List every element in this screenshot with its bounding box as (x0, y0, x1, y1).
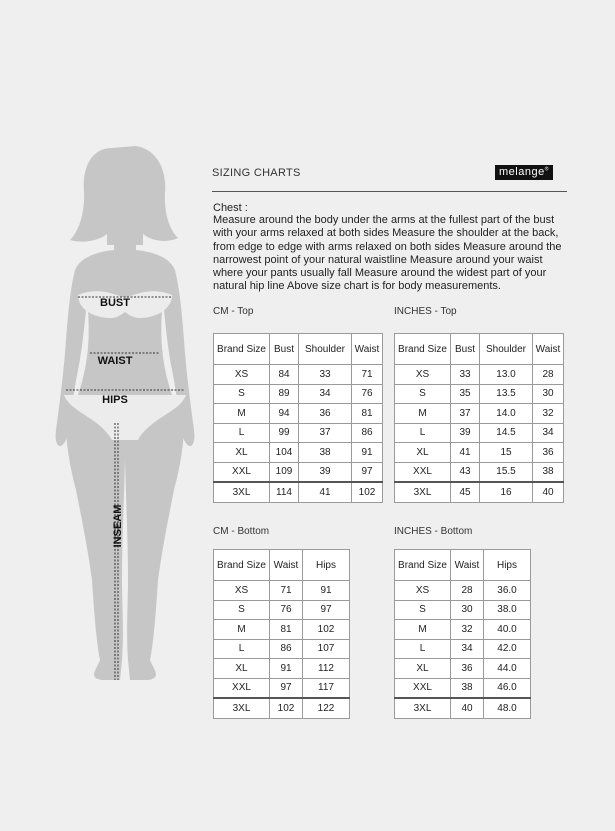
table-cell: 114 (270, 482, 299, 502)
table-cell: XS (395, 581, 451, 601)
table-cell: 71 (352, 365, 383, 385)
table-row (395, 698, 531, 718)
column-header: Hips (303, 550, 350, 581)
header-divider (212, 191, 567, 192)
table-cell: XXL (395, 462, 451, 482)
table-cell: 81 (270, 620, 303, 640)
table-cell: 33 (451, 365, 480, 385)
table-cell: 37 (299, 423, 352, 443)
table-cell: 109 (270, 462, 299, 482)
cm-bottom-table (213, 549, 350, 719)
table-cell: XL (214, 659, 270, 679)
table-cell: XS (214, 581, 270, 601)
table-header-row (395, 550, 531, 581)
table-cell: 28 (451, 581, 484, 601)
table-cell: 32 (451, 620, 484, 640)
table-cell: XL (395, 659, 451, 679)
cm-top-title: CM - Top (213, 306, 254, 317)
column-header: Brand Size (395, 334, 451, 365)
table-row (395, 600, 531, 620)
column-header: Bust (270, 334, 299, 365)
table-row (395, 639, 531, 659)
table-cell: S (214, 600, 270, 620)
table-row (214, 365, 383, 385)
table-cell: S (214, 384, 270, 404)
table-cell: XXL (214, 678, 270, 698)
table-cell: L (395, 639, 451, 659)
table-cell: 39 (451, 423, 480, 443)
column-header: Hips (484, 550, 531, 581)
table-cell: 14.5 (480, 423, 533, 443)
table-row (214, 462, 383, 482)
table-cell: 36 (299, 404, 352, 424)
table-cell: 102 (303, 620, 350, 640)
table-cell: 32 (533, 404, 564, 424)
table-cell: XXL (214, 462, 270, 482)
table-cell: 13.0 (480, 365, 533, 385)
table-cell: 36.0 (484, 581, 531, 601)
table-cell: 117 (303, 678, 350, 698)
in-bottom-title: INCHES - Bottom (394, 526, 473, 537)
column-header: Brand Size (214, 334, 270, 365)
table-cell: M (214, 620, 270, 640)
table-cell: 34 (451, 639, 484, 659)
column-header: Shoulder (480, 334, 533, 365)
column-header: Waist (451, 550, 484, 581)
table-cell: 38 (299, 443, 352, 463)
table-cell: 39 (299, 462, 352, 482)
table-cell: 30 (533, 384, 564, 404)
table-row (395, 462, 564, 482)
table-cell: 76 (352, 384, 383, 404)
table-cell: 3XL (395, 482, 451, 502)
table-row (395, 620, 531, 640)
table-cell: 15.5 (480, 462, 533, 482)
table-cell: 38 (533, 462, 564, 482)
table-cell: 34 (533, 423, 564, 443)
table-row (214, 581, 350, 601)
table-cell: 3XL (214, 482, 270, 502)
table-cell: XS (214, 365, 270, 385)
table-cell: 48.0 (484, 698, 531, 718)
table-cell: L (214, 423, 270, 443)
inseam-label: INSEAM (112, 504, 124, 548)
table-cell: L (214, 639, 270, 659)
table-cell: 38.0 (484, 600, 531, 620)
table-cell: 94 (270, 404, 299, 424)
brand-name: melange (499, 166, 545, 178)
table-row (395, 384, 564, 404)
table-cell: L (395, 423, 451, 443)
table-cell: 46.0 (484, 678, 531, 698)
table-cell: XXL (395, 678, 451, 698)
table-row (214, 404, 383, 424)
table-row (214, 639, 350, 659)
table-cell: 107 (303, 639, 350, 659)
table-cell: 43 (451, 462, 480, 482)
chest-description: Measure around the body under the arms at the fullest part of the bust with your arms relaxed at both sides Measure the shoulder at the back, from edge to edge with arms relaxed on both sides Measure around the narrowest point of your natural waistline Measure around your waist where your pants usually fall Measure around the widest part of your natural hip line Above size chart is for body measurements. (213, 214, 562, 293)
table-cell: 99 (270, 423, 299, 443)
table-cell: 14.0 (480, 404, 533, 424)
table-row (214, 443, 383, 463)
table-row (214, 678, 350, 698)
table-cell: 104 (270, 443, 299, 463)
body-silhouette (50, 140, 200, 690)
chest-title: Chest : (213, 202, 248, 214)
table-cell: 122 (303, 698, 350, 718)
table-cell: S (395, 384, 451, 404)
table-cell: 81 (352, 404, 383, 424)
brand-mark: ® (544, 166, 549, 173)
table-row (214, 482, 383, 502)
table-cell: 112 (303, 659, 350, 679)
table-row (214, 620, 350, 640)
column-header: Shoulder (299, 334, 352, 365)
table-cell: 91 (352, 443, 383, 463)
column-header: Brand Size (395, 550, 451, 581)
table-cell: 45 (451, 482, 480, 502)
table-cell: S (395, 600, 451, 620)
table-row (395, 423, 564, 443)
table-cell: 40 (533, 482, 564, 502)
table-cell: 42.0 (484, 639, 531, 659)
table-cell: 97 (303, 600, 350, 620)
table-cell: 97 (270, 678, 303, 698)
page-title: SIZING CHARTS (212, 167, 301, 179)
table-cell: 40 (451, 698, 484, 718)
table-cell: 38 (451, 678, 484, 698)
table-cell: 102 (270, 698, 303, 718)
table-row (214, 600, 350, 620)
cm-top-table (213, 333, 383, 503)
table-row (214, 423, 383, 443)
bust-label: BUST (100, 297, 130, 309)
table-cell: M (395, 404, 451, 424)
table-cell: 44.0 (484, 659, 531, 679)
column-header: Waist (533, 334, 564, 365)
brand-logo (495, 165, 553, 180)
table-cell: 34 (299, 384, 352, 404)
table-row (395, 443, 564, 463)
table-row (395, 659, 531, 679)
table-cell: 71 (270, 581, 303, 601)
table-cell: 84 (270, 365, 299, 385)
table-cell: 86 (352, 423, 383, 443)
table-cell: 76 (270, 600, 303, 620)
table-row (395, 365, 564, 385)
in-top-table (394, 333, 564, 503)
table-cell: 30 (451, 600, 484, 620)
table-cell: 28 (533, 365, 564, 385)
table-cell: 89 (270, 384, 299, 404)
table-cell: 86 (270, 639, 303, 659)
table-row (395, 678, 531, 698)
in-top-title: INCHES - Top (394, 306, 457, 317)
table-cell: 3XL (214, 698, 270, 718)
table-cell: 102 (352, 482, 383, 502)
table-row (214, 659, 350, 679)
table-cell: 33 (299, 365, 352, 385)
table-cell: 36 (451, 659, 484, 679)
column-header: Brand Size (214, 550, 270, 581)
table-cell: 3XL (395, 698, 451, 718)
table-cell: M (395, 620, 451, 640)
table-header-row (395, 334, 564, 365)
table-cell: 15 (480, 443, 533, 463)
column-header: Waist (270, 550, 303, 581)
table-cell: XL (214, 443, 270, 463)
table-cell: 41 (299, 482, 352, 502)
table-row (214, 698, 350, 718)
table-row (395, 482, 564, 502)
table-cell: 91 (270, 659, 303, 679)
table-cell: M (214, 404, 270, 424)
table-cell: 91 (303, 581, 350, 601)
waist-label: WAIST (97, 355, 133, 367)
hips-label: HIPS (102, 394, 128, 406)
table-cell: 37 (451, 404, 480, 424)
table-row (395, 581, 531, 601)
column-header: Bust (451, 334, 480, 365)
table-cell: XS (395, 365, 451, 385)
table-cell: 36 (533, 443, 564, 463)
table-cell: 13.5 (480, 384, 533, 404)
table-row (395, 404, 564, 424)
table-cell: 41 (451, 443, 480, 463)
table-cell: XL (395, 443, 451, 463)
in-bottom-table (394, 549, 531, 719)
table-cell: 16 (480, 482, 533, 502)
body-figure (50, 140, 200, 690)
table-header-row (214, 550, 350, 581)
table-cell: 97 (352, 462, 383, 482)
column-header: Waist (352, 334, 383, 365)
table-header-row (214, 334, 383, 365)
table-cell: 35 (451, 384, 480, 404)
table-cell: 40.0 (484, 620, 531, 640)
table-row (214, 384, 383, 404)
cm-bottom-title: CM - Bottom (213, 526, 270, 537)
